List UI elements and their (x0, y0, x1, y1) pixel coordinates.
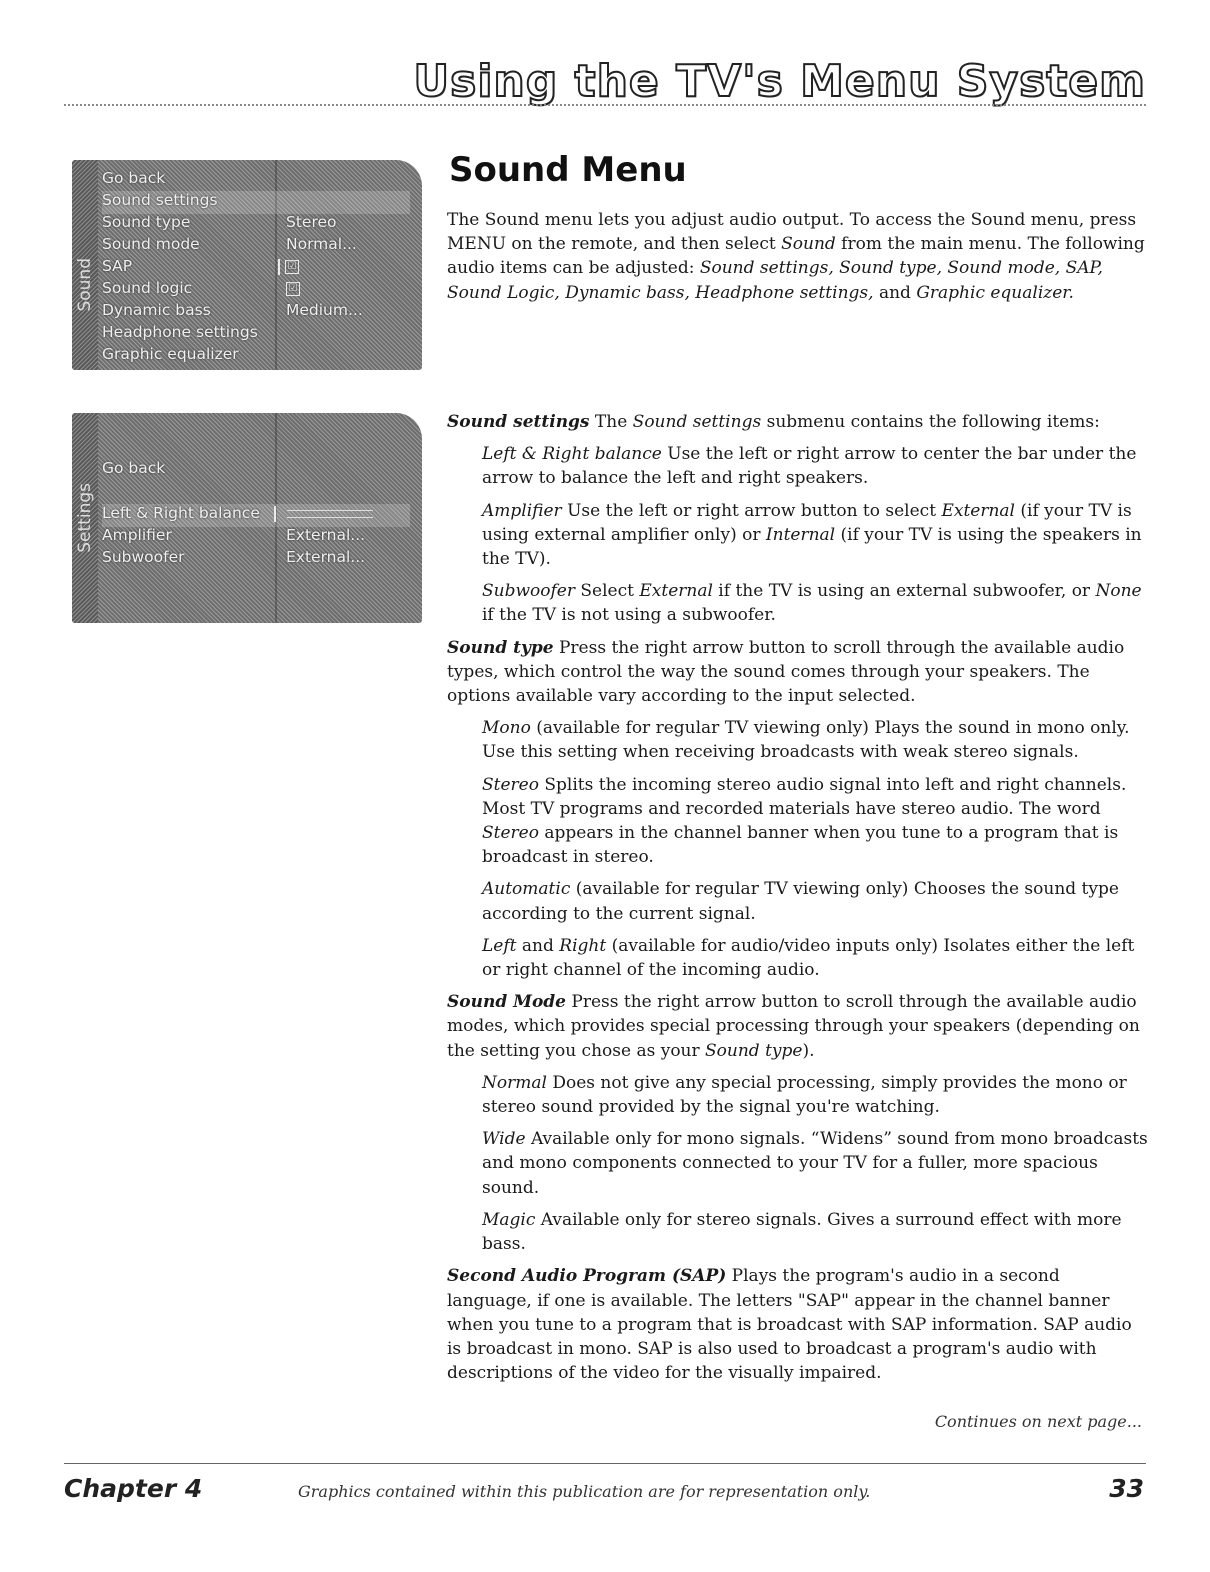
checkbox-icon: ☑ (285, 260, 299, 274)
continues-note: Continues on next page... (934, 1412, 1142, 1431)
cursor-icon (274, 506, 276, 522)
menu-row: SAP ☑ (102, 257, 410, 280)
stereo-paragraph: Stereo Splits the incoming stereo audio signal into left and right channels. Most TV programs and recorded materials have stereo audio. The word Stereo appears in the channel banner when you tune to a program that is broadcast in stereo. (482, 774, 1127, 868)
menu-side-label: Sound (75, 258, 95, 312)
wide-paragraph: Wide Available only for mono signals. “Widens” sound from mono broadcasts and mono components connected to your TV for a fuller, more spacious sound. (482, 1129, 1148, 1198)
sound-type-paragraph: Sound type Press the right arrow button to scroll through the available audio types, which control the way the sound comes through your speakers. The options available vary according to the input selected. (447, 637, 1125, 707)
menu-row: Dynamic bass Medium... (102, 301, 363, 319)
sound-mode-paragraph: Sound Mode Press the right arrow button to scroll through the available audio modes, which provides special processing through your speakers (depending on the setting you chose as your Sound type). (447, 992, 1140, 1061)
automatic-paragraph: Automatic (available for regular TV viewing only) Chooses the sound type according to the current signal. (482, 879, 1119, 924)
footer-rule (64, 1463, 1146, 1464)
subwoofer-paragraph: Subwoofer Select External if the TV is using an external subwoofer, or None if the TV is not using a subwoofer. (482, 581, 1142, 626)
menu-row: Sound mode Normal... (102, 235, 357, 253)
menu-row: Graphic equalizer (102, 345, 239, 363)
left-right-paragraph: Left and Right (available for audio/video inputs only) Isolates either the left or right channel of the incoming audio. (482, 935, 1135, 981)
chapter-title: Using the TV's Menu System (413, 56, 1146, 107)
body-column (447, 410, 1149, 1393)
menu-side-label: Settings (75, 483, 95, 553)
menu-row: Go back (102, 169, 166, 187)
menu-side-tab (72, 160, 98, 370)
balance-bar (287, 510, 373, 518)
normal-paragraph: Normal Does not give any special processing, simply provides the mono or stereo sound provided by the signal you're watching. (482, 1072, 1127, 1118)
menu-row: Sound settings (102, 191, 410, 214)
menu-row: Headphone settings (102, 323, 258, 341)
checkbox-icon: ☑ (286, 282, 300, 296)
menu-side-tab (72, 413, 98, 623)
menu-row: Sound logic ☑ (102, 279, 410, 302)
mono-paragraph: Mono (available for regular TV viewing only) Plays the sound in mono only. Use this setting when receiving broadcasts with weak stereo signals. (482, 718, 1130, 763)
balance-paragraph: Left & Right balance Use the left or right arrow to center the bar under the arrow to balance the left and right speakers. (482, 444, 1137, 489)
footer-chapter: Chapter 4 (64, 1474, 203, 1503)
page-number: 33 (1109, 1474, 1144, 1503)
menu-row: Subwoofer External... (102, 548, 366, 566)
header-rule (64, 104, 1146, 106)
sap-paragraph: Second Audio Program (SAP) Plays the program's audio in a second language, if one is available. The letters "SAP" appear in the channel banner when you tune to a program that is broadcast with SAP information. SAP audio is broadcast in mono. SAP is also used to broadcast a program's audio with descriptions of the video for the visually impaired. (447, 1266, 1132, 1384)
magic-paragraph: Magic Available only for stereo signals. Gives a surround effect with more bass. (482, 1209, 1122, 1255)
sound-menu-screenshot (72, 160, 422, 370)
menu-row: Left & Right balance (102, 504, 410, 527)
footer-note: Graphics contained within this publication are for representation only. (298, 1482, 871, 1501)
sound-settings-screenshot (72, 413, 422, 623)
intro-paragraph: The Sound menu lets you adjust audio output. To access the Sound menu, press MENU on the remote, and then select Sound from the main menu. The following audio items can be adjusted: Sound settings, Sound type, Sound mode, SAP, Sound Logic, Dynamic bass, Headphone settings, and Graphic equalizer. (447, 210, 1145, 303)
cursor-icon (278, 259, 280, 275)
menu-row: Sound type Stereo (102, 213, 337, 231)
menu-row: Go back (102, 459, 166, 477)
section-title: Sound Menu (449, 150, 687, 190)
sound-settings-paragraph: Sound settings The Sound settings submenu contains the following items: (447, 412, 1100, 432)
amplifier-paragraph: Amplifier Use the left or right arrow button to select External (if your TV is using external amplifier only) or Internal (if your TV is using the speakers in the TV). (482, 500, 1142, 570)
menu-row: Amplifier External... (102, 526, 366, 544)
